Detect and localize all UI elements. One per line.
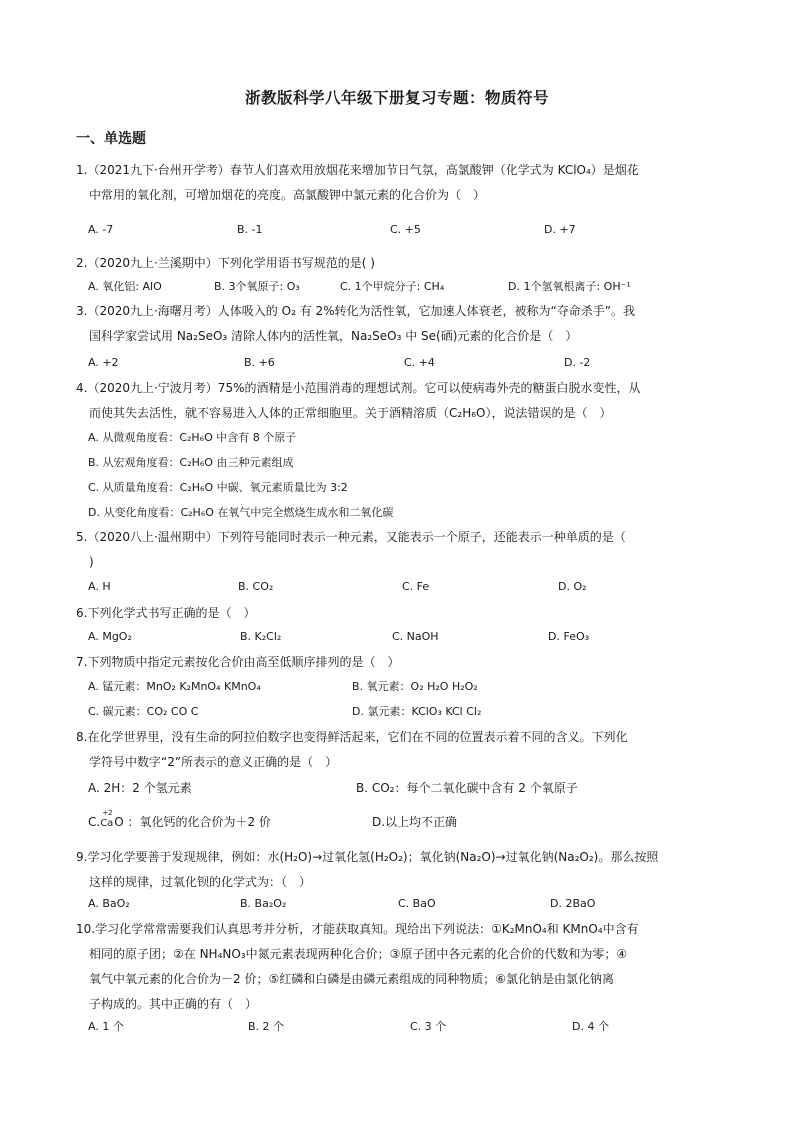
- question-8-options-row-1: [88, 778, 728, 798]
- option-c[interactable]: C. Fe: [402, 580, 430, 593]
- question-4-option-c[interactable]: C. 从质量角度看：C₂H₆O 中碳、氧元素质量比为 3:2: [88, 481, 348, 494]
- document-title: 浙教版科学八年级下册复习专题：物质符号: [244, 88, 549, 107]
- question-7: [76, 650, 724, 675]
- question-9: [76, 845, 724, 895]
- question-1: [76, 158, 724, 208]
- question-10-options: [88, 1017, 728, 1037]
- question-8-options-row-2: [88, 809, 728, 832]
- option-c[interactable]: C. 1个甲烷分子: CH₄: [340, 280, 445, 293]
- option-d[interactable]: D. 4 个: [572, 1020, 609, 1033]
- option-d[interactable]: D.以上均不正确: [372, 815, 458, 829]
- question-2-options: [88, 277, 728, 297]
- question-5: [76, 525, 724, 575]
- option-a[interactable]: A. +2: [88, 356, 119, 369]
- question-8-line-1: 8.在化学世界里，没有生命的阿拉伯数字也变得鲜活起来，它们在不同的位置表示着不同的含义。下列化: [76, 730, 628, 744]
- option-a[interactable]: A. H: [88, 580, 111, 593]
- question-4-option-d[interactable]: D. 从变化角度看：C₂H₆O 在氧气中完全燃烧生成水和二氧化碳: [88, 506, 394, 519]
- question-8: [76, 725, 724, 775]
- option-c[interactable]: C. 碳元素：CO₂ CO C: [88, 705, 199, 718]
- question-4: [76, 376, 724, 426]
- question-6-options: [88, 627, 728, 647]
- question-9-line-1: 9.学习化学要善于发现规律，例如：水(H₂O)→过氧化氢(H₂O₂)；氧化钠(Na₂O)→过氧化钠(Na₂O₂)。那么按照: [76, 850, 659, 864]
- question-5-options: [88, 577, 728, 597]
- option-b[interactable]: B. K₂Cl₂: [240, 630, 282, 643]
- question-7-options-row-2: [88, 702, 728, 722]
- question-10-line-2: 相同的原子团；②在 NH₄NO₃中氮元素表现两种化合价；③原子团中各元素的化合价的代数和为零；④: [89, 947, 628, 961]
- question-5-line-1: 5.（2020八上·温州期中）下列符号能同时表示一种元素，又能表示一个原子，还能表示一种单质的是（: [76, 530, 626, 544]
- option-a[interactable]: A. MgO₂: [88, 630, 132, 643]
- section-heading: 一、单选题: [76, 131, 146, 147]
- option-d[interactable]: D. O₂: [558, 580, 587, 593]
- option-a[interactable]: A. -7: [88, 223, 114, 236]
- option-d[interactable]: D. -2: [564, 356, 591, 369]
- option-d[interactable]: D. 1个氢氧根离子: OH⁻¹: [508, 280, 631, 293]
- option-c-prefix: C.: [88, 815, 101, 829]
- option-b[interactable]: B. CO₂: [238, 580, 274, 593]
- option-d[interactable]: D. FeO₃: [548, 630, 590, 643]
- option-a[interactable]: A. 氧化铝: AlO: [88, 280, 162, 293]
- question-9-options: [88, 894, 728, 914]
- question-10-line-4: 子构成的。其中正确的有（ ）: [89, 997, 258, 1011]
- question-4-option-a[interactable]: A. 从微观角度看：C₂H₆O 中含有 8 个原子: [88, 431, 297, 444]
- question-4-option-b[interactable]: B. 从宏观角度看：C₂H₆O 由三种元素组成: [88, 456, 294, 469]
- question-1-line-1: 1.（2021九下·台州开学考）春节人们喜欢用放烟花来增加节日气氛，高氯酸钾（化学式为 KClO₄）是烟花: [76, 163, 639, 177]
- option-b[interactable]: B. CO₂：每个二氧化碳中含有 2 个氧原子: [356, 781, 578, 795]
- question-1-line-2: 中常用的氧化剂，可增加烟花的亮度。高氯酸钾中氯元素的化合价为（ ）: [89, 188, 486, 202]
- option-c[interactable]: [88, 809, 271, 834]
- question-7-options-row-1: [88, 677, 728, 697]
- option-d[interactable]: D. 2BaO: [550, 897, 596, 910]
- question-2-line-1: 2.（2020九上·兰溪期中）下列化学用语书写规范的是( ): [76, 256, 375, 270]
- question-3-line-2: 国科学家尝试用 Na₂SeO₃ 清除人体内的活性氧，Na₂SeO₃ 中 Se(硒)元素的化合价是（ ）: [89, 329, 578, 343]
- option-d[interactable]: D. 氯元素：KClO₃ KCl Cl₂: [352, 705, 482, 718]
- question-3-options: [88, 353, 728, 373]
- question-9-line-2: 这样的规律，过氧化钡的化学式为：（ ）: [89, 875, 312, 889]
- question-7-line-1: 7.下列物质中指定元素按化合价由高至低顺序排列的是（ ）: [76, 655, 400, 669]
- question-2: [76, 251, 724, 276]
- option-a[interactable]: A. 2H：2 个氢元素: [88, 781, 192, 795]
- question-3-line-1: 3.（2020九上·海曙月考）人体吸入的 O₂ 有 2%转化为活性氧，它加速人体衰老，被称为“夺命杀手”。我: [76, 304, 635, 318]
- valence-notation: [100, 809, 114, 834]
- option-b[interactable]: B. 2 个: [248, 1020, 285, 1033]
- option-a[interactable]: A. 锰元素：MnO₂ K₂MnO₄ KMnO₄: [88, 680, 261, 693]
- option-a[interactable]: A. BaO₂: [88, 897, 130, 910]
- element-symbol: Ca: [100, 818, 114, 829]
- option-c-text: O ：氧化钙的化合价为＋2 价: [114, 815, 271, 829]
- question-6-line-1: 6.下列化学式书写正确的是（ ）: [76, 606, 256, 620]
- question-10-line-3: 氧气中氧元素的化合价为－2 价；⑤红磷和白磷是由磷元素组成的同种物质；⑥氯化钠是由氯化钠离: [89, 972, 614, 986]
- option-c[interactable]: C. BaO: [398, 897, 436, 910]
- question-4-line-1: 4.（2020九上·宁波月考）75%的酒精是小范围消毒的理想试剂。它可以使病毒外壳的糖蛋白脱水变性，从: [76, 381, 641, 395]
- option-b[interactable]: B. -1: [237, 223, 263, 236]
- question-8-line-2: 学符号中数字“2”所表示的意义正确的是（ ）: [89, 755, 338, 769]
- question-10-line-1: 10.学习化学常常需要我们认真思考并分析，才能获取真知。现给出下列说法：①K₂MnO₄和 KMnO₄中含有: [76, 922, 639, 936]
- question-5-line-2: ): [89, 555, 94, 569]
- option-c[interactable]: C. 3 个: [410, 1020, 447, 1033]
- question-1-options: [88, 220, 728, 240]
- option-a[interactable]: A. 1 个: [88, 1020, 124, 1033]
- option-b[interactable]: B. +6: [244, 356, 275, 369]
- question-6: [76, 601, 724, 626]
- option-c[interactable]: C. NaOH: [392, 630, 439, 643]
- option-b[interactable]: B. 3个氧原子: O₃: [214, 280, 300, 293]
- valence-superscript: +2: [102, 809, 113, 817]
- question-4-line-2: 而使其失去活性，就不容易进入人体的正常细胞里。关于酒精溶质（C₂H₆O），说法错误的是（ ）: [89, 406, 612, 420]
- option-c[interactable]: C. +5: [390, 223, 421, 236]
- question-3: [76, 299, 724, 349]
- question-10: [76, 917, 724, 1017]
- option-d[interactable]: D. +7: [544, 223, 576, 236]
- option-b[interactable]: B. 氧元素：O₂ H₂O H₂O₂: [352, 680, 478, 693]
- option-b[interactable]: B. Ba₂O₂: [240, 897, 287, 910]
- option-c[interactable]: C. +4: [404, 356, 435, 369]
